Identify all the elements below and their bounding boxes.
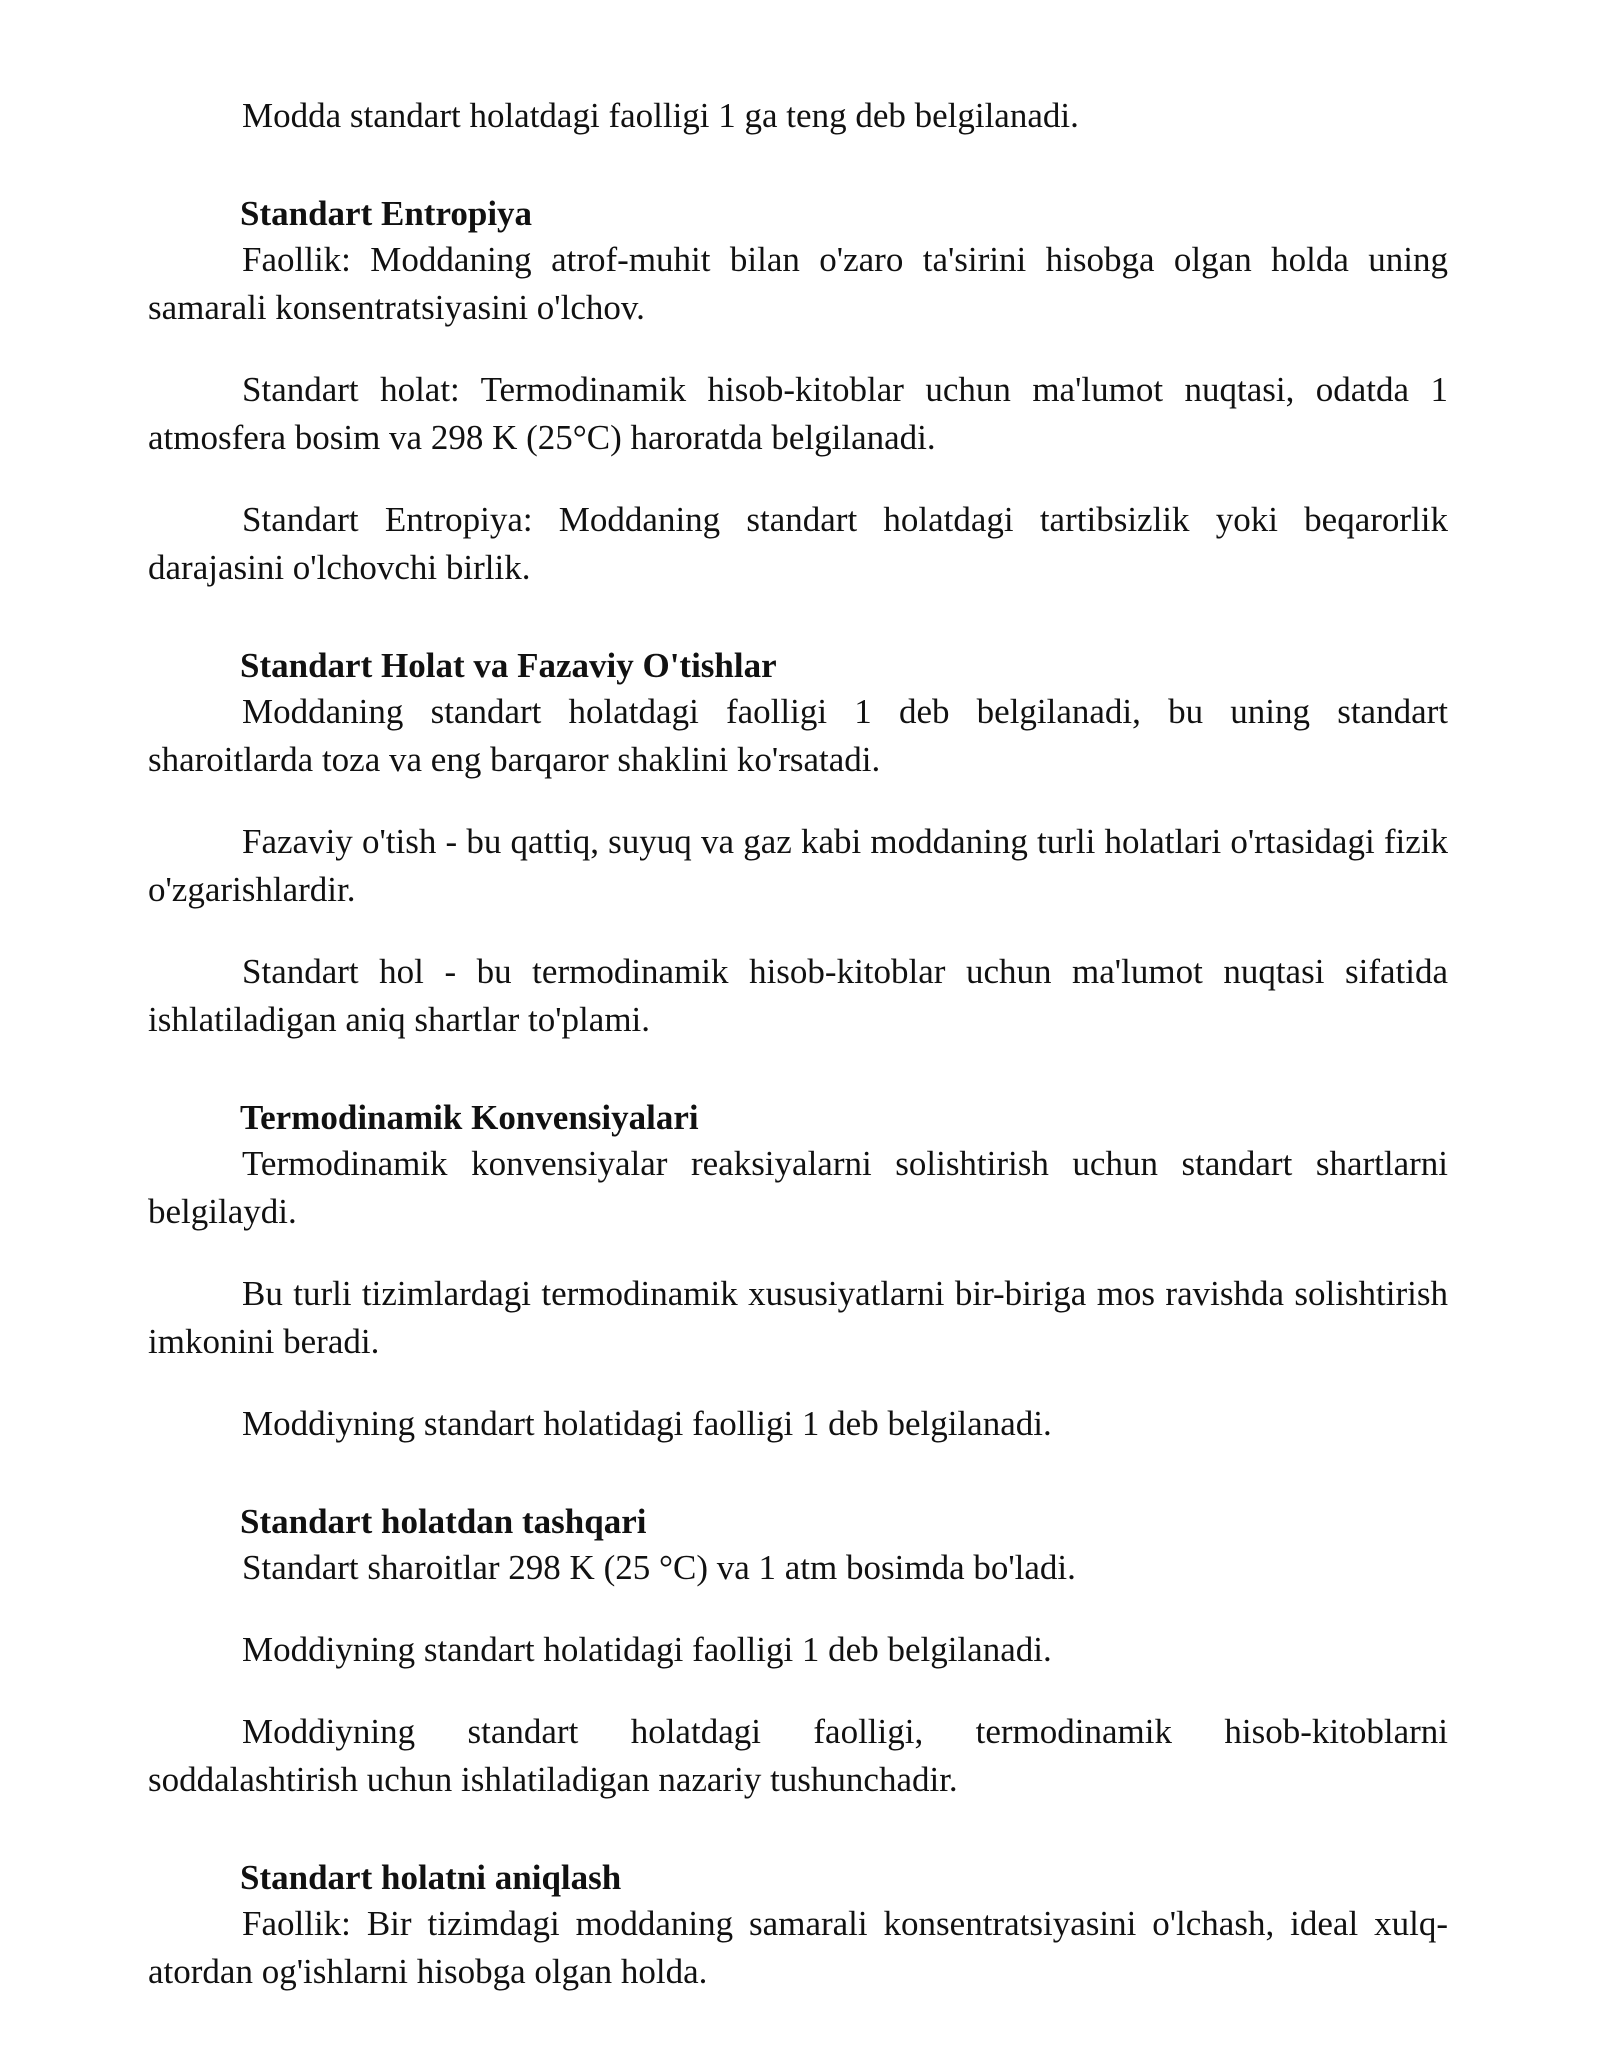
section-heading: Standart holatdan tashqari bbox=[240, 1502, 647, 1541]
intro-paragraph: Modda standart holatdagi faolligi 1 ga teng deb belgilanadi. bbox=[242, 96, 1079, 135]
paragraph: Faollik: Bir tizimdagi moddaning samarali konsentratsiyasini o'lchash, ideal xulq-atordan og'ishlarni hisobga olgan holda. bbox=[148, 1904, 1448, 1991]
section-standart-holatni-aniqlash bbox=[148, 1856, 1448, 1996]
paragraph: Faollik: Moddaning atrof-muhit bilan o'zaro ta'sirini hisobga olgan holda uning samarali konsentratsiyasini o'lchov. bbox=[148, 240, 1448, 327]
paragraph: Moddiyning standart holatidagi faolligi 1 deb belgilanadi. bbox=[242, 1404, 1052, 1443]
paragraph: Moddiyning standart holatdagi faolligi, termodinamik hisob-kitoblarni soddalashtirish uchun ishlatiladigan nazariy tushunchadir. bbox=[148, 1712, 1448, 1799]
section-heading: Termodinamik Konvensiyalari bbox=[240, 1098, 699, 1137]
paragraph: Fazaviy o'tish - bu qattiq, suyuq va gaz kabi moddaning turli holatlari o'rtasidagi fizik o'zgarishlardir. bbox=[148, 822, 1448, 909]
section-termodinamik-konvensiyalari bbox=[148, 1096, 1448, 1448]
paragraph: Standart hol - bu termodinamik hisob-kitoblar uchun ma'lumot nuqtasi sifatida ishlatiladigan aniq shartlar to'plami. bbox=[148, 952, 1448, 1039]
section-standart-holatdan-tashqari bbox=[148, 1500, 1448, 1804]
paragraph: Moddaning standart holatdagi faolligi 1 deb belgilanadi, bu uning standart sharoitlarda toza va eng barqaror shaklini ko'rsatadi. bbox=[148, 692, 1448, 779]
section-heading: Standart Entropiya bbox=[240, 194, 533, 233]
section-heading: Standart holatni aniqlash bbox=[240, 1858, 622, 1897]
section-heading: Standart Holat va Fazaviy O'tishlar bbox=[240, 646, 777, 685]
section-standart-holat-va-fazaviy-otishlar bbox=[148, 644, 1448, 1044]
paragraph: Bu turli tizimlardagi termodinamik xususiyatlarni bir-biriga mos ravishda solishtirish imkonini beradi. bbox=[148, 1274, 1448, 1361]
paragraph: Termodinamik konvensiyalar reaksiyalarni solishtirish uchun standart shartlarni belgilaydi. bbox=[148, 1144, 1448, 1231]
paragraph: Standart Entropiya: Moddaning standart holatdagi tartibsizlik yoki beqarorlik darajasini o'lchovchi birlik. bbox=[148, 500, 1448, 587]
paragraph: Moddiyning standart holatidagi faolligi 1 deb belgilanadi. bbox=[242, 1630, 1052, 1669]
paragraph: Standart holat: Termodinamik hisob-kitoblar uchun ma'lumot nuqtasi, odatda 1 atmosfera bosim va 298 K (25°C) haroratda belgilanadi. bbox=[148, 370, 1448, 457]
paragraph: Standart sharoitlar 298 K (25 °C) va 1 atm bosimda bo'ladi. bbox=[242, 1548, 1076, 1587]
document-page bbox=[148, 92, 1448, 2030]
section-standart-entropiya bbox=[148, 192, 1448, 592]
